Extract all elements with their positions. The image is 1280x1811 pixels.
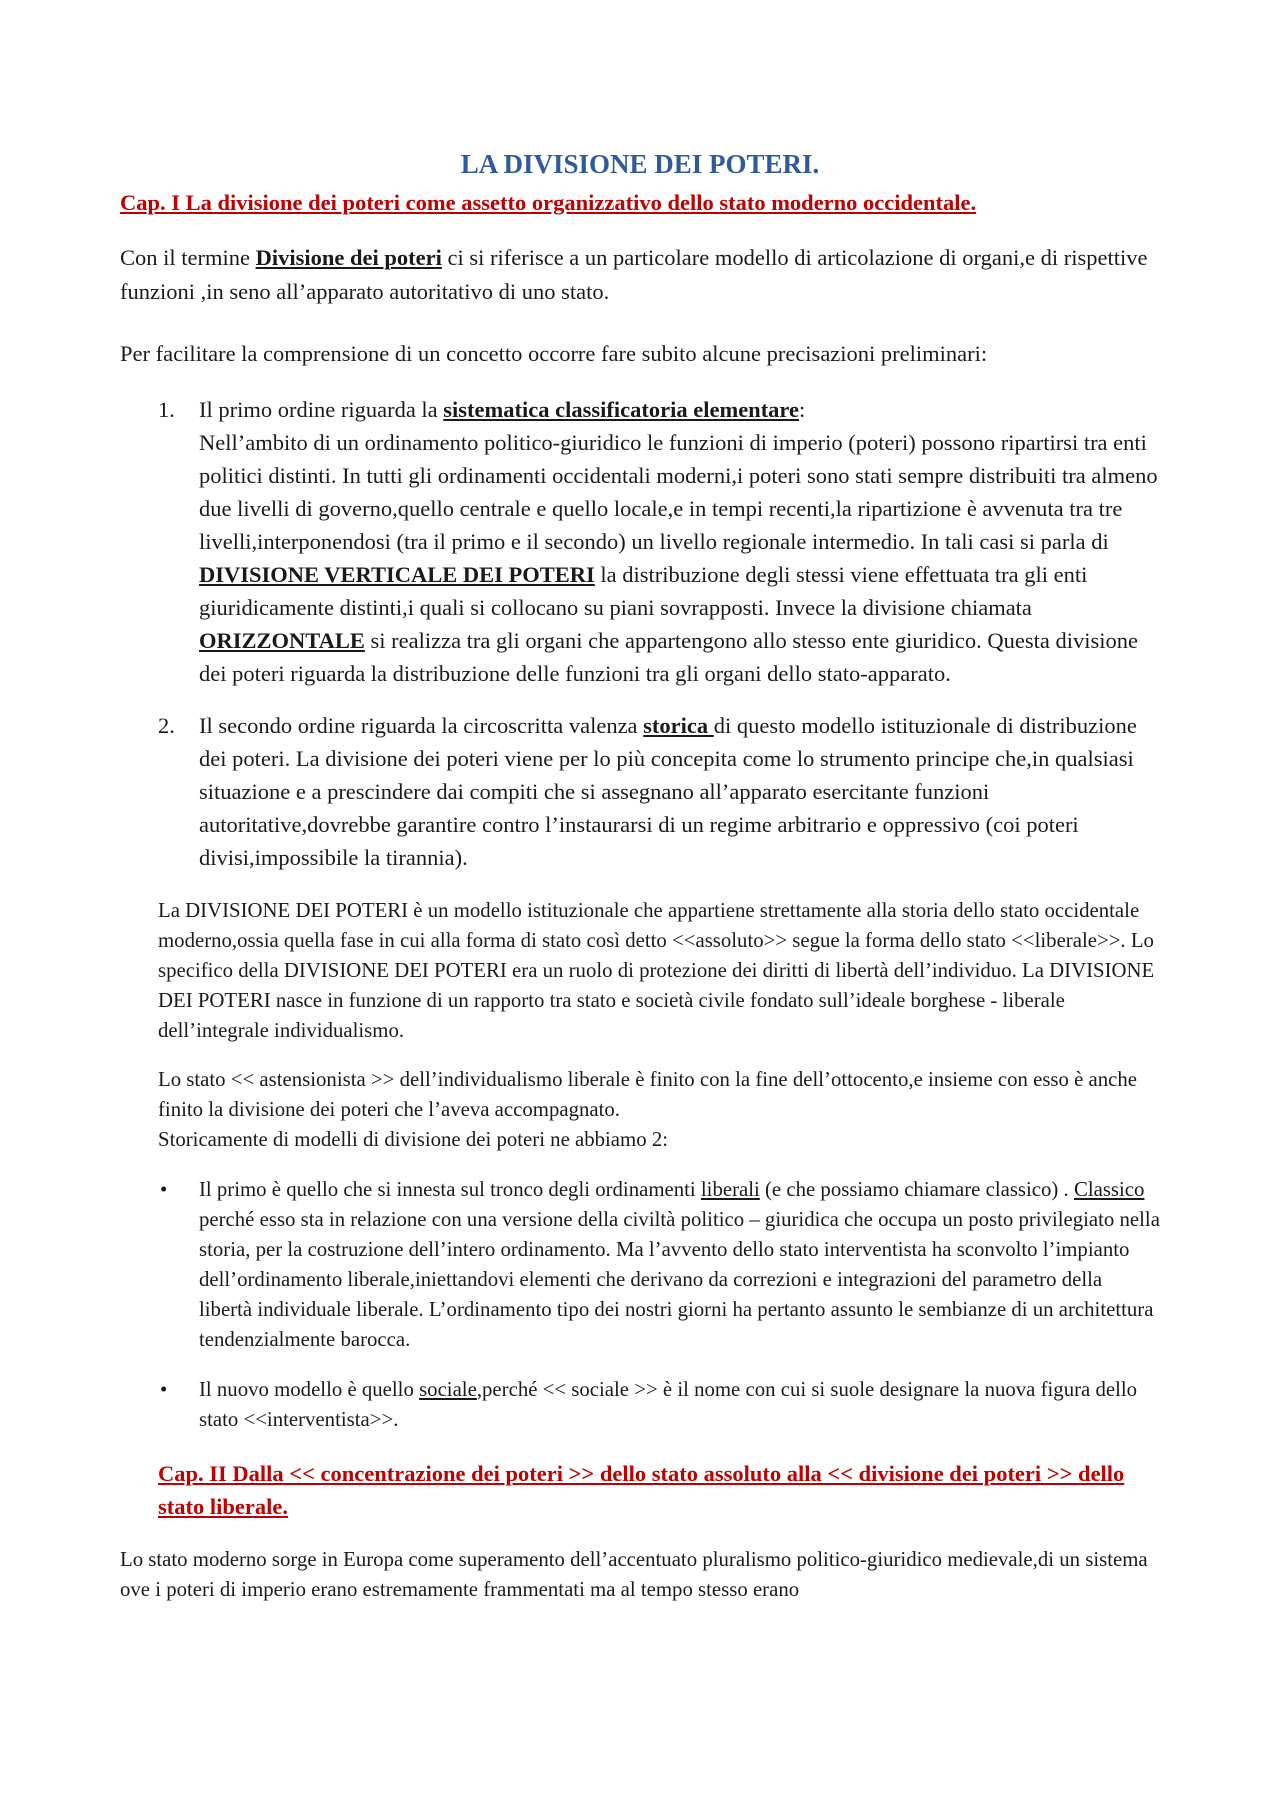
paragraph-divisione-poteri: La DIVISIONE DEI POTERI è un modello istituzionale che appartiene strettamente alla storia dello stato occidentale moderno,ossia quella fase in cui alla forma di stato così detto <<assoluto>> segue la forma dello stato <<liberale>>. Lo specifico della DIVISIONE DEI POTERI era un ruolo di protezione dei diritti di libertà dell’individuo. La DIVISIONE DEI POTERI nasce in funzione di un rapporto tra stato e società civile fondato sull’ideale borghese - liberale dell’integrale individualismo. [158, 899, 1155, 1042]
bullet-icon: • [160, 1378, 168, 1401]
numbered-list [120, 393, 1160, 874]
list-item-2: 2. Il secondo ordine riguarda la circoscritta valenza storica di questo modello istituzionale di distribuzione dei poteri. La divisione dei poteri viene per lo più concepita come lo strumento principe che,in qualsiasi situazione e a prescindere dai compiti che si assegnano all’apparato esercitante funzioni autoritative,dovrebbe garantire contro l’instaurarsi di un regime arbitrario e oppressivo (coi poteri divisi,impossibile la tirannia). [120, 709, 1160, 874]
intro-paragraph: Con il termine Divisione dei poteri ci si riferisce a un particolare modello di articolazione di organi,e di rispettive funzioni ,in seno all’apparato autoritativo di uno stato. [120, 245, 1148, 304]
list-item-1: 1. Il primo ordine riguarda la sistematica classificatoria elementare: Nell’ambito di un ordinamento politico-giuridico le funzioni di imperio (poteri) possono ripartirsi tra enti politici distinti. In tutti gli ordinamenti occidentali moderni,i poteri sono stati sempre distribuiti tra almeno due livelli di governo,quello centrale e quello locale,e in tempi recenti,la ripartizione è avvenuta tra tre livelli,interponendosi (tra il primo e il secondo) un livello regionale intermedio. In tali casi si parla di DIVISIONE VERTICALE DEI POTERI la distribuzione degli stessi viene effettuata tra gli enti giuridicamente distinti,i quali si collocano su piani sovrapposti. Invece la divisione chiamata ORIZZONTALE si realizza tra gli organi che appartengono allo stesso ente giuridico. Questa divisione dei poteri riguarda la distribuzione delle funzioni tra gli organi dello stato-apparato. [120, 393, 1160, 690]
term-liberali: liberali [700, 1178, 760, 1201]
bullet-item-1: • Il primo è quello che si innesta sul tronco degli ordinamenti liberali (e che possiamo chiamare classico) . Classico perché esso sta in relazione con una versione della civiltà politico – giuridica che occupa un posto privilegiato nella storia, per la costruzione dell’intero ordinamento. Ma l’avvento dello stato interventista ha sconvolto l’impianto dell’ordinamento liberale,iniettandovi elementi che derivano da correzioni e integrazioni del parametro della libertà individuale liberale. L’ordinamento tipo dei nostri giorni ha pertanto assunto le sembianze di un architettura tendenzialmente barocca. [120, 1175, 1160, 1355]
list-number: 2. [158, 713, 175, 738]
bullet-icon: • [160, 1178, 168, 1201]
preliminary-paragraph: Per facilitare la comprensione di un concetto occorre fare subito alcune precisazioni preliminari: [120, 341, 988, 366]
term-divisione-verticale: DIVISIONE VERTICALE DEI POTERI [199, 562, 595, 587]
chapter-2-heading: Cap. II Dalla << concentrazione dei poteri >> dello stato assoluto alla << divisione dei poteri >> dello stato liberale. [158, 1461, 1125, 1519]
term-classico: Classico [1073, 1178, 1145, 1201]
closing-paragraph: Lo stato moderno sorge in Europa come superamento dell’accentuato pluralismo politico-giuridico medievale,di un sistema ove i poteri di imperio erano estremamente frammentati ma al tempo stesso erano [120, 1548, 1148, 1601]
document-title: LA DIVISIONE DEI POTERI. [460, 149, 820, 179]
term-sociale: sociale [419, 1378, 477, 1401]
bullet-item-2: • Il nuovo modello è quello sociale,perché << sociale >> è il nome con cui si suole designare la nuova figura dello stato <<interventista>>. [120, 1375, 1160, 1435]
bullet-list [120, 1175, 1160, 1435]
term-storica: storica [643, 713, 714, 738]
term-divisione-dei-poteri: Divisione dei poteri [255, 245, 442, 270]
term-sistematica: sistematica classificatoria elementare [443, 397, 800, 422]
paragraph-stato-astensionista: Lo stato << astensionista >> dell’individualismo liberale è finito con la fine dell’ottocento,e insieme con esso è anche finito la divisione dei poteri che l’aveva accompagnato. Storicamente di modelli di divisione dei poteri ne abbiamo 2: [158, 1068, 1138, 1151]
list-number: 1. [158, 397, 175, 422]
term-orizzontale: ORIZZONTALE [199, 628, 365, 653]
chapter-1-heading: Cap. I La divisione dei poteri come assetto organizzativo dello stato moderno occidentale. [120, 189, 977, 215]
